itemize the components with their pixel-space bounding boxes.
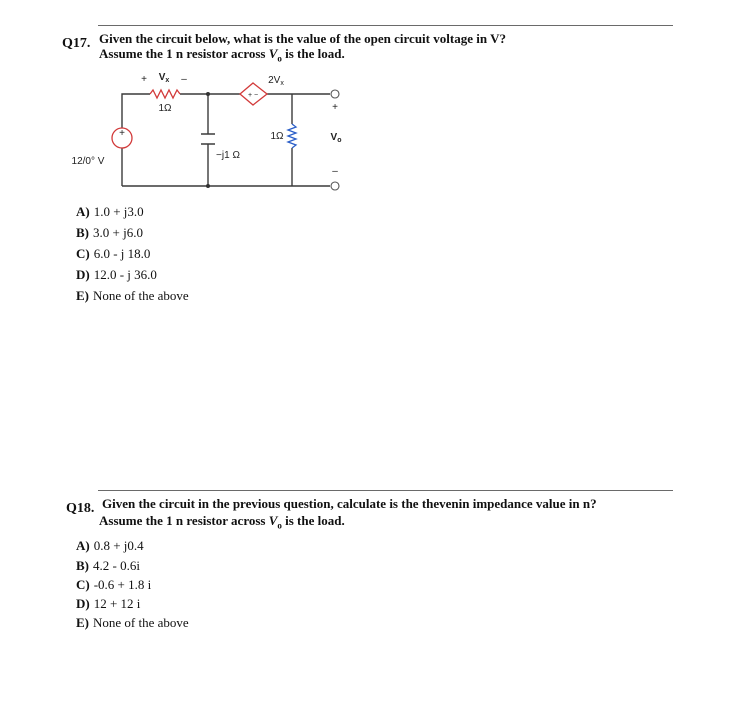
q17-option-e[interactable]: E) None of the above [76, 288, 189, 303]
q17-number: Q17. [62, 36, 91, 51]
q17-option-b[interactable]: B) 3.0 + j6.0 [76, 225, 143, 240]
node-dot [206, 92, 210, 96]
voltage-source-sign: + [119, 128, 125, 139]
q18-option-b[interactable]: B) 4.2 - 0.6i [76, 558, 140, 573]
vo-label: $V_o$ [330, 132, 342, 144]
q18-option-d[interactable]: D) 12 + 12 i [76, 596, 141, 611]
q18-option-a[interactable]: A) 0.8 + j0.4 [76, 538, 144, 553]
circuit-wires [122, 94, 330, 186]
vx-minus: – [181, 74, 187, 85]
vx-label: $V_x$ [158, 72, 170, 84]
vo-minus: – [332, 166, 338, 177]
terminal-bottom [331, 182, 339, 190]
vx-plus: + [141, 74, 147, 85]
circuit-diagram [60, 66, 360, 196]
dependent-source-sign: + − [247, 92, 259, 99]
q17-option-a[interactable]: A) 1.0 + j3.0 [76, 204, 144, 219]
resistor-2-vertical [288, 124, 296, 148]
q17-top-rule [98, 25, 673, 26]
voltage-source-label: 12/0° V [71, 156, 105, 167]
q18-question-line2: Assume the 1 n resistor across $V_o$ is the load. [99, 513, 345, 531]
q17-option-d[interactable]: D) 12.0 - j 36.0 [76, 267, 157, 282]
q18-number: Q18. [66, 501, 95, 516]
q17-option-c[interactable]: C) 6.0 - j 18.0 [76, 246, 151, 261]
q17-question-line2: Assume the 1 n resistor across $V_o$ is the load. [99, 46, 345, 64]
q18-top-rule [98, 490, 673, 491]
node-dot [206, 184, 210, 188]
dependent-source-label: $2V_x$ [268, 75, 284, 87]
capacitor-label: −j1 Ω [216, 150, 240, 161]
q17-question-line1: Given the circuit below, what is the value of the open circuit voltage in V? [99, 31, 506, 46]
q18-option-c[interactable]: C) -0.6 + 1.8 i [76, 577, 152, 592]
q18-question-line1: Given the circuit in the previous question, calculate is the thevenin impedance value in n? [102, 496, 597, 511]
vo-plus: + [332, 102, 338, 113]
terminal-top [331, 90, 339, 98]
resistor-1-horizontal [150, 90, 180, 98]
q18-option-e[interactable]: E) None of the above [76, 615, 189, 630]
capacitor [201, 134, 215, 144]
resistor-2-label: 1Ω [270, 131, 284, 142]
resistor-1-label: 1Ω [158, 103, 172, 114]
